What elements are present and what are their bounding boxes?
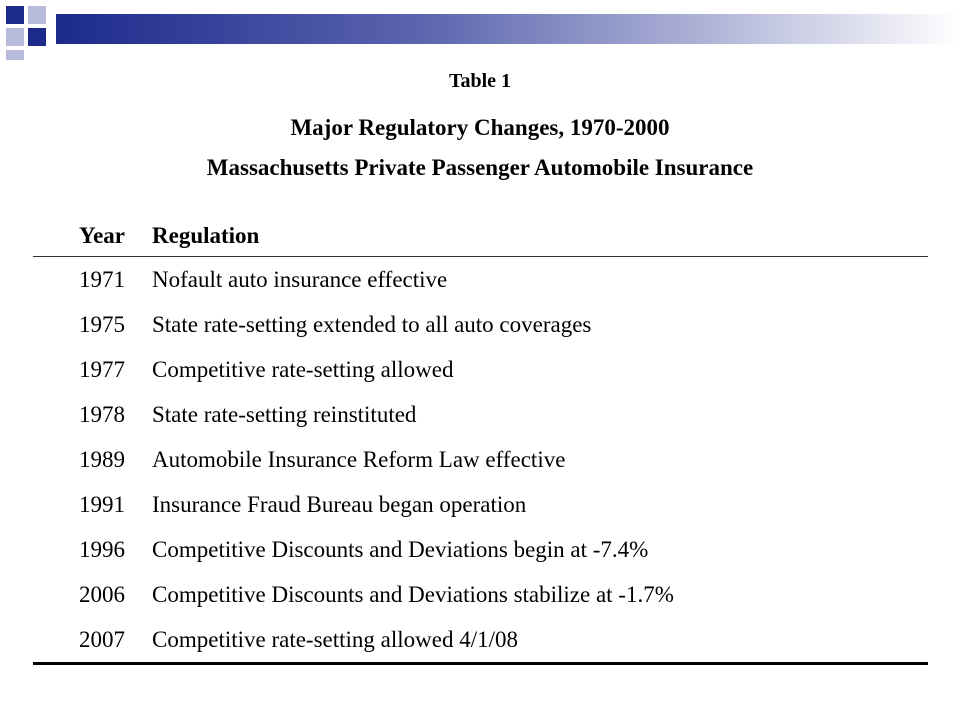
cell-regulation: Competitive rate-setting allowed (152, 357, 454, 382)
table-header-row (33, 216, 928, 257)
table-row (33, 617, 928, 665)
table-row (33, 482, 928, 527)
table-number: Table 1 (448, 70, 512, 92)
cell-regulation: State rate-setting extended to all auto coverages (152, 312, 592, 337)
table-row (33, 572, 928, 617)
cell-year: 1975 (79, 312, 125, 337)
cell-year: 2007 (79, 627, 125, 652)
regulation-table (33, 216, 928, 665)
column-header-year: Year (79, 223, 125, 248)
table-row (33, 437, 928, 482)
cell-year: 1991 (79, 492, 125, 517)
cell-year: 1971 (79, 267, 125, 292)
cell-regulation: Insurance Fraud Bureau began operation (152, 492, 527, 517)
deco-square-light (6, 50, 24, 60)
deco-gradient-bar (56, 14, 960, 44)
cell-regulation: Nofault auto insurance effective (152, 267, 448, 292)
table-row (33, 392, 928, 437)
cell-year: 1989 (79, 447, 125, 472)
cell-regulation: Automobile Insurance Reform Law effective (152, 447, 566, 472)
table-row (33, 302, 928, 347)
table-subtitle: Massachusetts Private Passenger Automobile Insurance (206, 155, 754, 180)
cell-regulation: Competitive Discounts and Deviations stabilize at -1.7% (152, 582, 674, 607)
cell-regulation: State rate-setting reinstituted (152, 402, 417, 427)
table-row (33, 527, 928, 572)
deco-square-light (28, 6, 46, 24)
cell-regulation: Competitive rate-setting allowed 4/1/08 (152, 627, 519, 652)
cell-regulation: Competitive Discounts and Deviations begin at -7.4% (152, 537, 649, 562)
cell-year: 1996 (79, 537, 125, 562)
table-row (33, 347, 928, 392)
cell-year: 1978 (79, 402, 125, 427)
table-title: Major Regulatory Changes, 1970-2000 (290, 115, 670, 140)
slide-header-decoration (0, 0, 960, 60)
deco-square-light (6, 28, 24, 46)
deco-square-dark (28, 28, 46, 46)
deco-square-dark (6, 6, 24, 24)
cell-year: 1977 (79, 357, 125, 382)
cell-year: 2006 (79, 582, 125, 607)
column-header-regulation: Regulation (152, 223, 260, 248)
table-row (33, 257, 928, 302)
